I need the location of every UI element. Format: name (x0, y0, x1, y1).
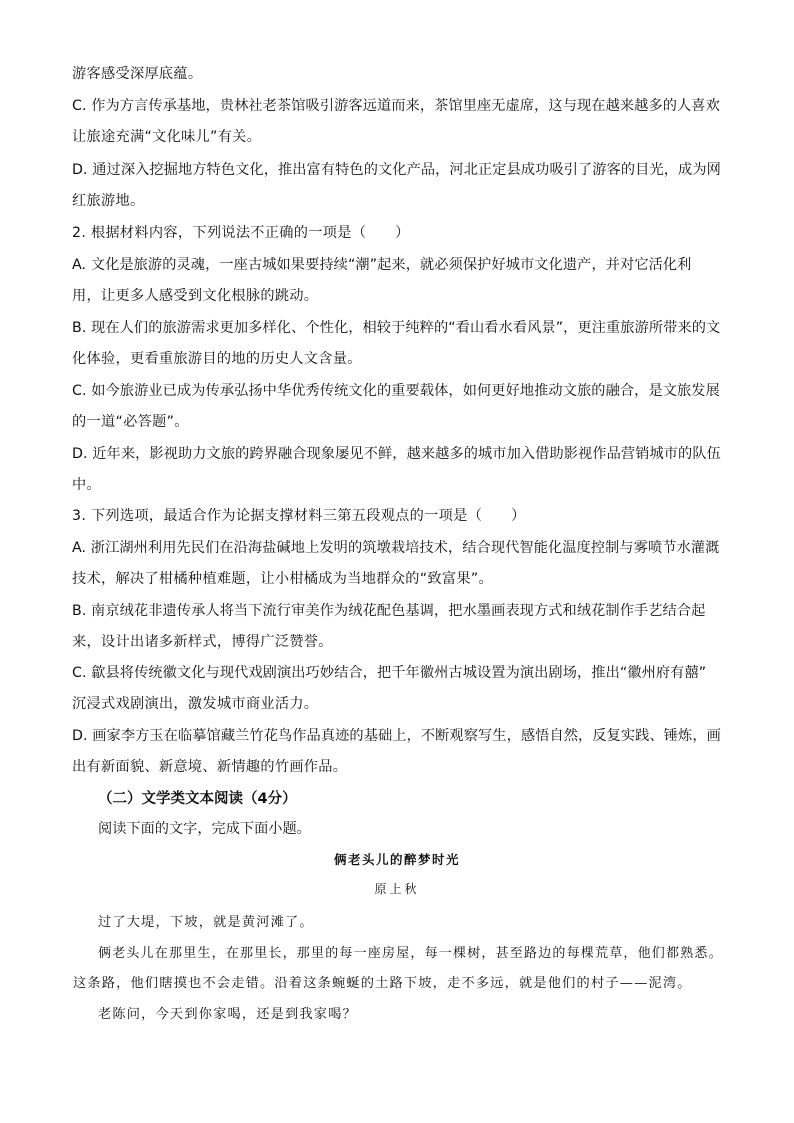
text-line: 的一道“必答题”。 (72, 414, 189, 430)
text-line: 技术，解决了柑橘种植难题，让小柑橘成为当地群众的“致富果”。 (72, 571, 493, 587)
story-paragraph: 这条路，他们瞎摸也不会走错。沿着这条蜿蜒的土路下坡，走不多远，就是他们的村子——泥湾。 (73, 976, 692, 991)
option-a-line: A. 浙江湖州利用先民们在沿海盐碱地上发明的筑墩栽培技术，结合现代智能化温度控制与雾喷节水灌溉 (72, 540, 720, 556)
option-c-line: C. 如今旅游业已成为传承弘扬中华优秀传统文化的重要载体，如何更好地推动文旅的融合，是文旅发展 (72, 383, 720, 399)
text-line: 红旅游地。 (72, 193, 145, 209)
question-2: 2. 根据材料内容，下列说法不正确的一项是（ ） (72, 225, 410, 241)
option-c-line: C. 歙县将传统徽文化与现代戏剧演出巧妙结合，把千年徽州古城设置为演出剧场，推出“徽州府有囍” (72, 665, 707, 681)
text-line: 化体验，更看重旅游目的地的历史人文含量。 (72, 351, 362, 367)
option-d-line: D. 画家李方玉在临摹馆藏兰竹花鸟作品真迹的基础上，不断观察写生，感悟自然，反复实践、锤炼，画 (72, 728, 721, 744)
section-heading: （二）文学类文本阅读（4分） (98, 791, 297, 807)
option-b-line: B. 南京绒花非遗传承人将当下流行审美作为绒花配色基调，把水墨画表现方式和绒花制作手艺结合起 (72, 603, 706, 619)
option-a-line: A. 文化是旅游的灵魂，一座古城如果要持续“潮”起来，就必须保护好城市文化遗产，并对它活化利 (72, 257, 692, 273)
option-c-line: C. 作为方言传承基地，贵林社老茶馆吸引游客远道而来，茶馆里座无虚席，这与现在越来越多的人喜欢 (72, 98, 720, 114)
text-line: 出有新面貌、新意境、新情趣的竹画作品。 (72, 759, 348, 775)
option-d-line: D. 近年来，影视助力文旅的跨界融合现象屡见不鲜，越来越多的城市加入借助影视作品营销城市的队伍 (72, 446, 721, 462)
reading-instruction: 阅读下面的文字，完成下面小题。 (98, 821, 311, 837)
story-paragraph: 老陈问，今天到你家喝，还是到我家喝？ (98, 1007, 357, 1022)
text-line: 来，设计出诸多新样式，博得广泛赞誉。 (72, 634, 333, 650)
story-author: 原上秋 (374, 882, 420, 896)
option-b-line: B. 现在人们的旅游需求更加多样化、个性化，相较于纯粹的“看山看水看风景”，更注重旅游所带来的文 (72, 320, 721, 336)
text-line: 沉浸式戏剧演出，激发城市商业活力。 (72, 696, 319, 712)
story-paragraph: 俩老头儿在那里生，在那里长，那里的每一座房屋，每一棵树，甚至路边的每棵荒草，他们都熟悉。 (98, 946, 723, 961)
story-title: 俩老头儿的醉梦时光 (333, 852, 460, 867)
story-paragraph: 过了大堤，下坡，就是黄河滩了。 (98, 915, 314, 930)
text-line: 用，让更多人感受到文化根脉的跳动。 (72, 288, 319, 304)
question-3: 3. 下列选项，最适合作为论据支撑材料三第五段观点的一项是（ ） (72, 508, 526, 524)
text-line: 游客感受深厚底蕴。 (72, 66, 203, 82)
text-line: 让旅途充满“文化味儿”有关。 (72, 129, 262, 145)
text-line: 中。 (72, 477, 101, 493)
option-d-line: D. 通过深入挖掘地方特色文化，推出富有特色的文化产品，河北正定县成功吸引了游客的目光，成为网 (72, 162, 721, 178)
